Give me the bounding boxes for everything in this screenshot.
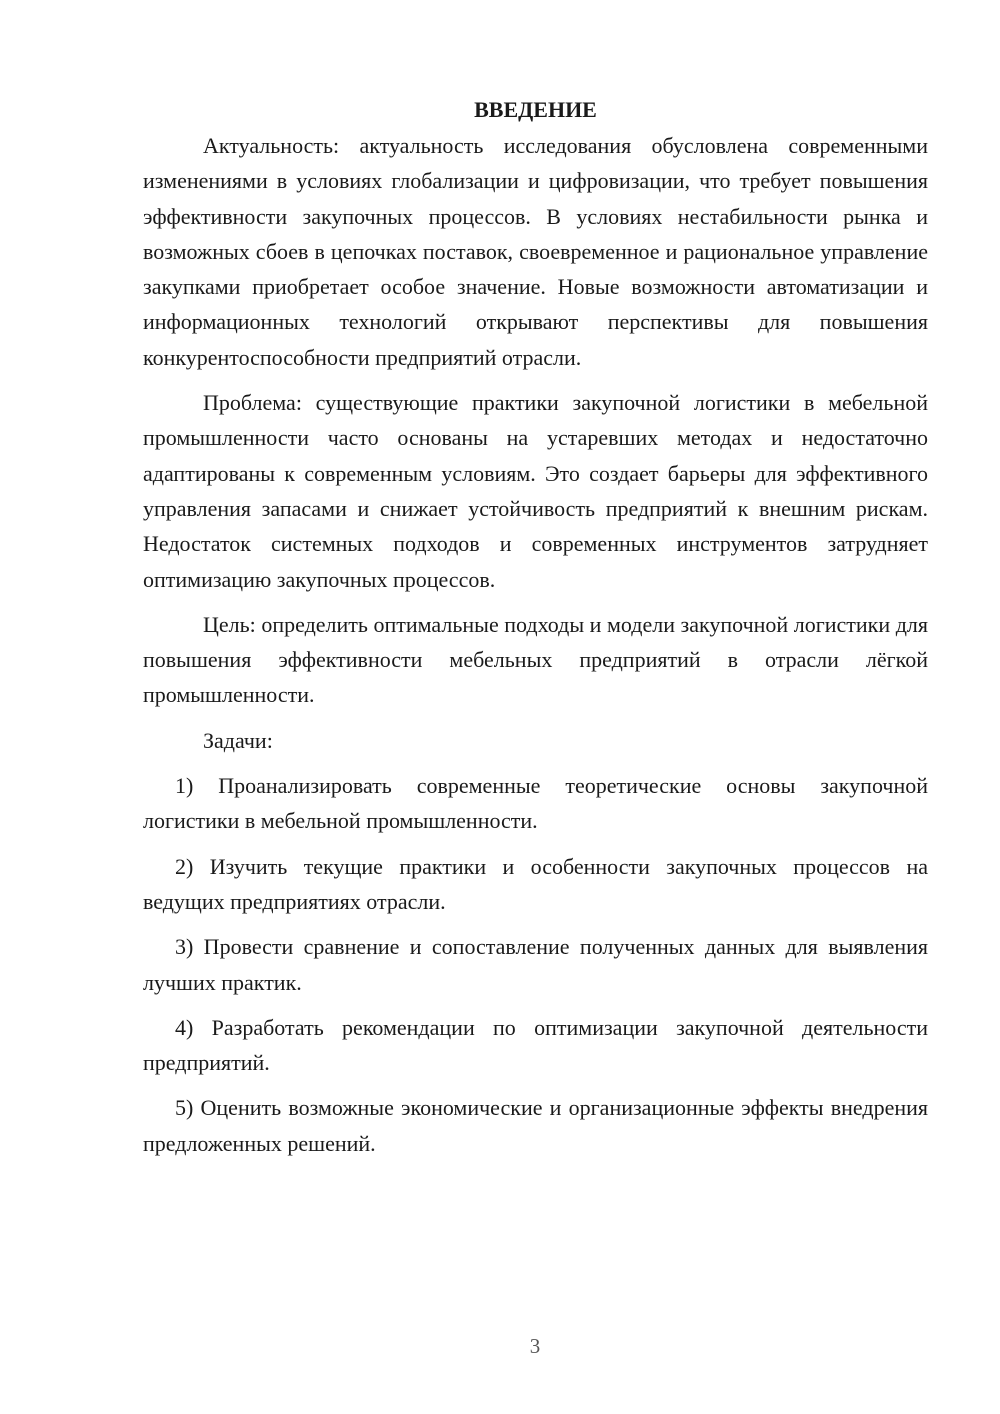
task-item: 2) Изучить текущие практики и особенности закупочных процессов на ведущих предприятиях отрасли.: [143, 853, 928, 914]
tasks-list: [143, 768, 928, 1161]
document-page: [143, 92, 928, 1161]
problem-paragraph: Проблема: существующие практики закупочной логистики в мебельной промышленности часто основаны на устаревших методах и недостаточно адаптированы к современным условиям. Это создает барьеры для эффективного управления запасами и снижает устойчивость предприятий к внешним рискам. Недостаток системных подходов и современных инструментов затрудняет оптимизацию закупочных процессов.: [143, 390, 928, 592]
page-title: ВВЕДЕНИЕ: [474, 97, 597, 122]
task-item: 1) Проанализировать современные теоретические основы закупочной логистики в мебельной промышленности.: [143, 773, 928, 834]
task-item: 5) Оценить возможные экономические и организационные эффекты внедрения предложенных решений.: [143, 1095, 928, 1156]
task-item: 4) Разработать рекомендации по оптимизации закупочной деятельности предприятий.: [143, 1014, 928, 1076]
goal-paragraph: Цель: определить оптимальные подходы и модели закупочной логистики для повышения эффективности мебельных предприятий в отрасли лёгкой промышленности.: [143, 611, 928, 708]
page-number: 3: [529, 1334, 541, 1358]
task-item: 3) Провести сравнение и сопоставление полученных данных для выявления лучших практик.: [143, 934, 928, 995]
tasks-heading: Задачи:: [203, 727, 273, 753]
relevance-paragraph: Актуальность: актуальность исследования обусловлена современными изменениями в условиях глобализации и цифровизации, что требует повышения эффективности закупочных процессов. В условиях нестабильности рынка и возможных сбоев в цепочках поставок, своевременное и рациональное управление закупками приобретает особое значение. Новые возможности автоматизации и информационных технологий открывают перспективы для повышения конкурентоспособности предприятий отрасли.: [143, 133, 928, 370]
